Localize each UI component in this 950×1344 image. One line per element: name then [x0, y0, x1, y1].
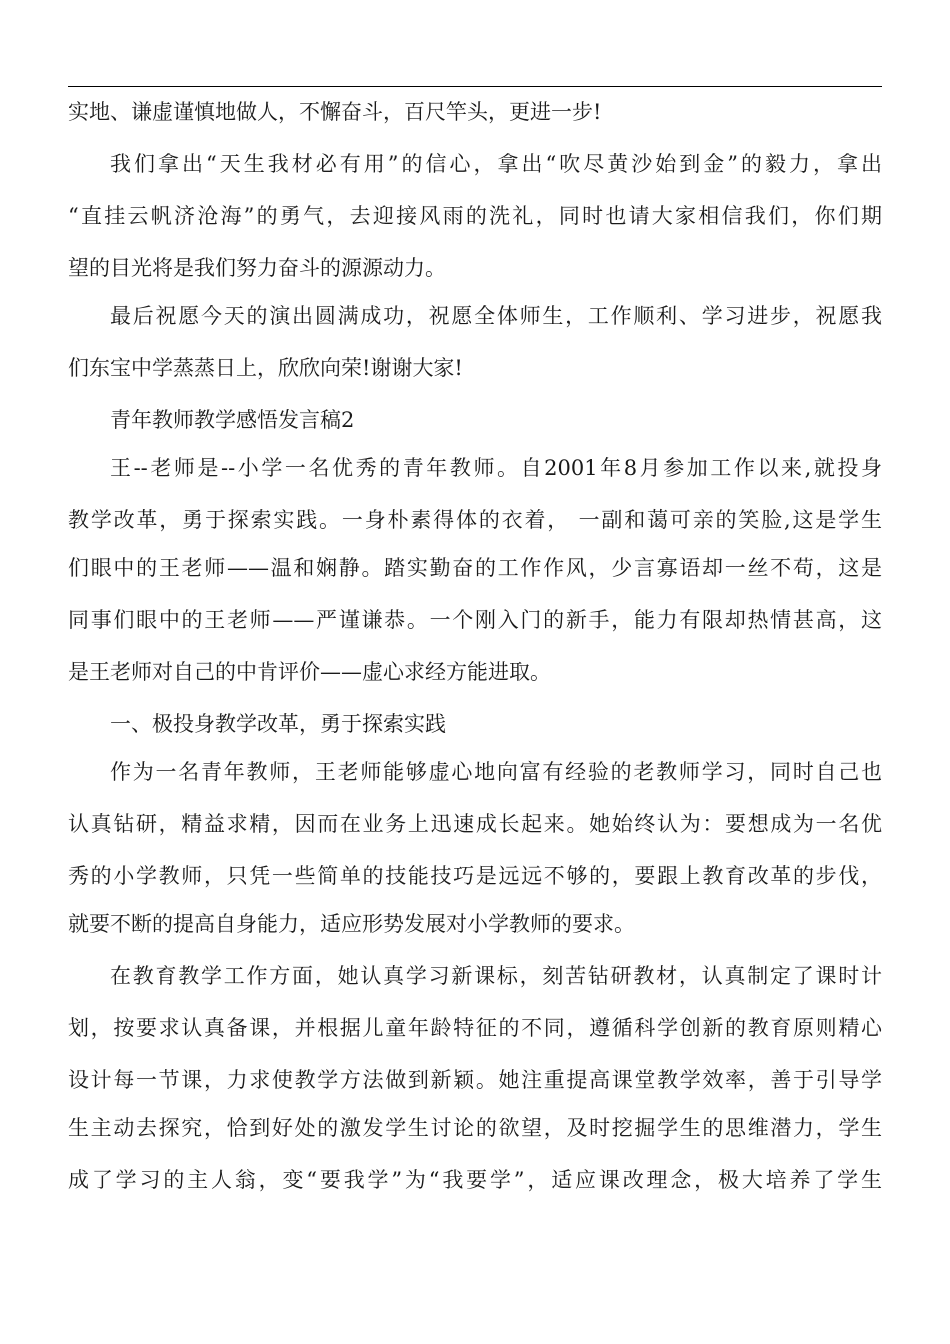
text-line: 认真钻研，精益求精，因而在业务上迅速成长起来。她始终认为：要想成为一名优 — [68, 812, 882, 836]
text-line: 生主动去探究，恰到好处的激发学生讨论的欲望，及时挖掘学生的思维潜力，学生 — [68, 1116, 882, 1140]
text-line: 王--老师是--小学一名优秀的青年教师。自2001年8月参加工作以来,就投身 — [110, 456, 882, 480]
text-line: 望的目光将是我们努力奋斗的源源动力。 — [68, 256, 446, 280]
text-line: 实地、谦虚谨慎地做人，不懈奋斗，百尺竿头，更进一步! — [68, 100, 602, 124]
text-line: 设计每一节课，力求使教学方法做到新颖。她注重提高课堂教学效率，善于引导学 — [68, 1068, 882, 1092]
subsection-heading: 一、极投身教学改革，勇于探索实践 — [110, 712, 446, 736]
text-line: 作为一名青年教师，王老师能够虚心地向富有经验的老教师学习，同时自己也 — [110, 760, 882, 784]
text-line: 最后祝愿今天的演出圆满成功，祝愿全体师生，工作顺利、学习进步，祝愿我 — [110, 304, 882, 328]
text-line: 是王老师对自己的中肯评价——虚心求经方能进取。 — [68, 660, 551, 684]
text-line: 教学改革，勇于探索实践。一身朴素得体的衣着， 一副和蔼可亲的笑脸,这是学生 — [68, 508, 882, 532]
text-line: 就要不断的提高自身能力，适应形势发展对小学教师的要求。 — [68, 912, 635, 936]
text-line: 秀的小学教师，只凭一些简单的技能技巧是远远不够的，要跟上教育改革的步伐， — [68, 864, 882, 888]
text-line: 我们拿出“天生我材必有用”的信心，拿出“吹尽黄沙始到金”的毅力，拿出 — [110, 152, 882, 176]
text-line: “直挂云帆济沧海”的勇气，去迎接风雨的洗礼，同时也请大家相信我们，你们期 — [68, 204, 882, 228]
text-line: 划，按要求认真备课，并根据儿童年龄特征的不同，遵循科学创新的教育原则精心 — [68, 1016, 882, 1040]
text-line: 们东宝中学蒸蒸日上，欣欣向荣!谢谢大家! — [68, 356, 463, 380]
header-rule — [68, 86, 882, 87]
text-line: 同事们眼中的王老师——严谨谦恭。一个刚入门的新手，能力有限却热情甚高，这 — [68, 608, 882, 632]
text-line: 在教育教学工作方面，她认真学习新课标，刻苦钻研教材，认真制定了课时计 — [110, 964, 882, 988]
section-heading: 青年教师教学感悟发言稿2 — [110, 408, 355, 432]
text-line: 们眼中的王老师——温和娴静。踏实勤奋的工作作风，少言寡语却一丝不苟，这是 — [68, 556, 882, 580]
text-line: 成了学习的主人翁，变“要我学”为“我要学”，适应课改理念，极大培养了学生 — [68, 1168, 882, 1192]
